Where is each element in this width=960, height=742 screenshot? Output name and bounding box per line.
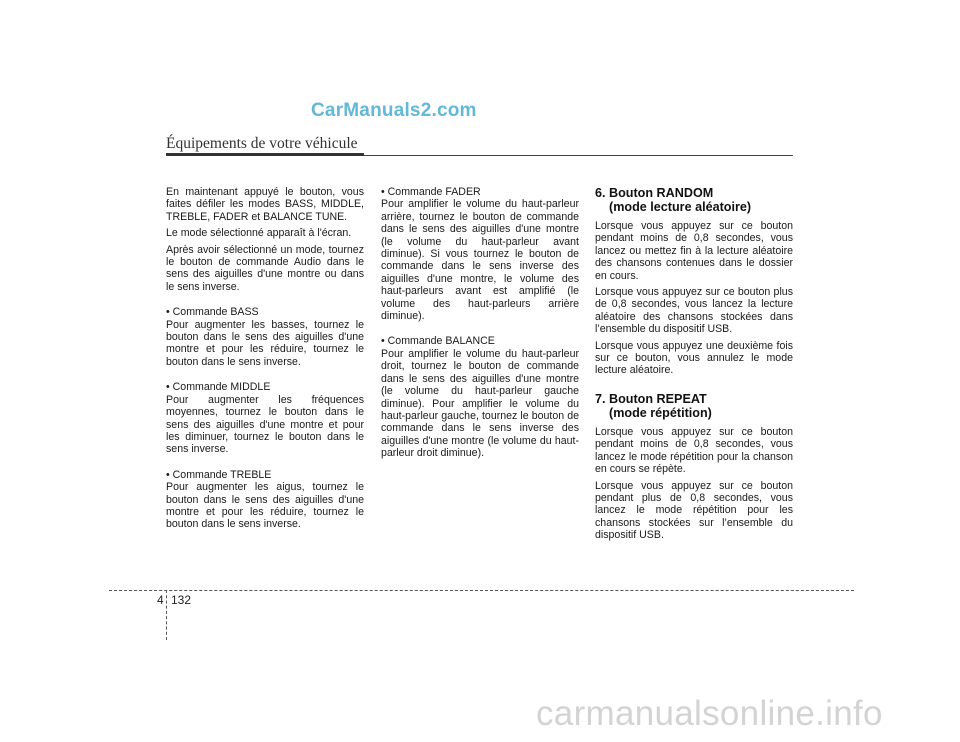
- column-1: [166, 186, 364, 535]
- treble-text: Pour augmenter les aigus, tournez le bouton dans le sens des aiguilles d'une montre et pour les réduire, tournez le bouton dans le sens inverse.: [166, 481, 364, 531]
- middle-title: • Commande MIDDLE: [166, 381, 271, 394]
- random-heading-title: 6. Bouton RANDOM: [595, 186, 714, 200]
- column-2: [381, 186, 579, 464]
- footer-divider: [166, 590, 167, 640]
- fader-title: • Commande FADER: [381, 186, 481, 198]
- mode-display-paragraph: Le mode sélectionné apparaît à l'écran.: [166, 227, 352, 240]
- treble-title: • Commande TREBLE: [166, 468, 272, 481]
- watermark-top: CarManuals2.com: [311, 100, 477, 121]
- fader-text: Pour amplifier le volume du haut-parleur arrière, tournez le bouton de commande dans le sens des aiguilles d'une montre (le volume du haut-parleur avant diminue). Si vous tournez le bouton de commande dans le sens inverse des aiguilles d'une montre, le volume des haut-parleurs avant est amplifié (le volume des haut-parleurs arrière diminue).: [381, 198, 579, 323]
- random-heading-subtitle: (mode lecture aléatoire): [609, 200, 752, 214]
- watermark-bottom: carmanualsonline.info: [536, 694, 883, 733]
- title-underline-bar: [166, 153, 364, 156]
- chapter-number: 4: [157, 593, 164, 607]
- bass-text: Pour augmenter les basses, tournez le bouton dans le sens des aiguilles d'une montre et pour les réduire, tournez le bouton dans le sens inverse.: [166, 318, 364, 368]
- repeat-paragraph-2: Lorsque vous appuyez sur ce bouton pendant plus de 0,8 secondes, vous lancez le mode répétition pour les chansons stockées sur l’ensemble du dispositif USB.: [595, 479, 793, 542]
- random-paragraph-1: Lorsque vous appuyez sur ce bouton pendant moins de 0,8 secondes, vous lancez ou mettez fin à la lecture aléatoire des chansons contenues dans le dossier en cours.: [595, 220, 793, 282]
- title-rule: [364, 155, 793, 156]
- page-number: 132: [171, 593, 192, 607]
- random-paragraph-3: Lorsque vous appuyez une deuxième fois sur ce bouton, vous annulez le mode lecture aléatoire.: [595, 339, 793, 377]
- mode-adjust-paragraph: Après avoir sélectionné un mode, tournez le bouton de commande Audio dans le sens des aiguilles d'une montre ou dans le sens inverse.: [166, 243, 364, 293]
- middle-text: Pour augmenter les fréquences moyennes, tournez le bouton dans le sens des aiguilles d'une montre et pour les diminuer, tournez le bouton dans le sens inverse.: [166, 393, 364, 456]
- repeat-heading: [595, 392, 793, 420]
- repeat-heading-subtitle: (mode répétition): [609, 405, 712, 420]
- repeat-heading-title: 7. Bouton REPEAT: [595, 391, 707, 406]
- balance-title: • Commande BALANCE: [381, 335, 495, 348]
- balance-text: Pour amplifier le volume du haut-parleur droit, tournez le bouton de commande dans le sens des aiguilles d'une montre (le volume du haut-parleur gauche diminue). Pour amplifier le volume du haut-parleur gauche, tournez le bouton de commande dans le sens inverse des aiguilles d'une montre (le volume du haut-parleur droit diminue).: [381, 347, 579, 460]
- random-paragraph-2: Lorsque vous appuyez sur ce bouton plus de 0,8 secondes, vous lancez la lecture aléatoire des chansons stockées dans l’ensemble du dispositif USB.: [595, 286, 793, 336]
- footer-rule: [109, 590, 854, 591]
- random-heading: [595, 186, 793, 214]
- intro-paragraph: En maintenant appuyé le bouton, vous faites défiler les modes BASS, MIDDLE, TREBLE, FADER et BALANCE TUNE.: [166, 186, 364, 223]
- bass-title: • Commande BASS: [166, 306, 259, 319]
- column-3: [595, 186, 793, 546]
- repeat-paragraph-1: Lorsque vous appuyez sur ce bouton pendant moins de 0,8 secondes, vous lancez le mode répétition pour la chanson en cours se répète.: [595, 425, 793, 476]
- section-title: Équipements de votre véhicule: [166, 135, 358, 152]
